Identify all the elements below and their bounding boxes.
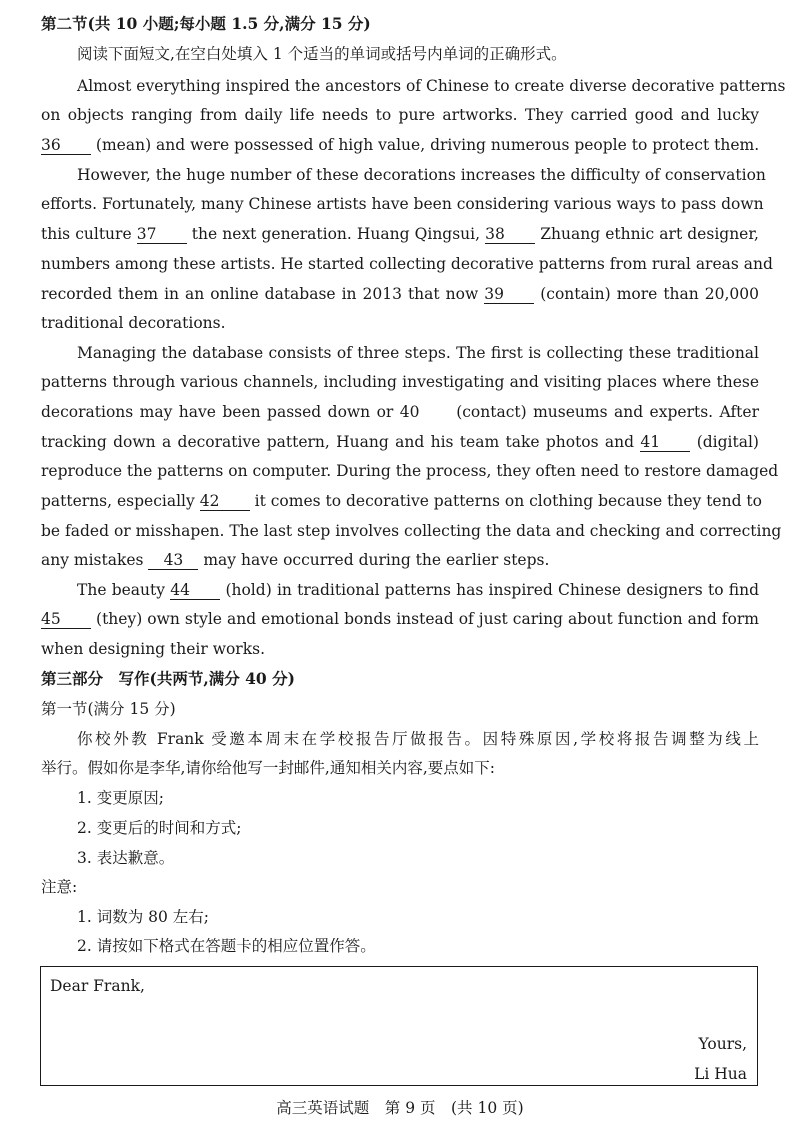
part3-heading: 第三部分 写作(共两节,满分 40 分) (41, 669, 295, 688)
blank-40[interactable]: 40 (399, 403, 420, 421)
page-footer: 高三英语试题 第 9 页 (共 10 页) (276, 1099, 524, 1117)
passage-line: tracking down a decorative pattern, Huang and his team take photos and 41 (digital) (41, 433, 759, 451)
passage-line: The beauty 44 (hold) in traditional patterns has inspired Chinese designers to find (77, 581, 759, 599)
section2-instruction: 阅读下面短文,在空白处填入 1 个适当的单词或括号内单词的正确形式。 (77, 45, 567, 63)
blank-42[interactable]: 42 (200, 492, 250, 511)
passage-line: patterns, especially 42 it comes to decorative patterns on clothing because they tend to (41, 492, 762, 510)
passage-line: Managing the database consists of three steps. The first is collecting these traditional (77, 344, 759, 362)
passage-line: any mistakes 43 may have occurred during the earlier steps. (41, 551, 550, 569)
writing-prompt: 举行。假如你是李华,请你给他写一封邮件,通知相关内容,要点如下: (41, 759, 496, 777)
passage-line: recorded them in an online database in 2013 that now 39 (contain) more than 20,000 (41, 285, 759, 303)
note-item: 2. 请按如下格式在答题卡的相应位置作答。 (77, 937, 376, 955)
passage-line: reproduce the patterns on computer. During the process, they often need to restore damaged (41, 462, 779, 480)
blank-43[interactable]: 43 (148, 551, 198, 570)
blank-38[interactable]: 38 (485, 225, 535, 244)
blank-45[interactable]: 45 (41, 610, 91, 629)
letter-signature: Li Hua (694, 1065, 747, 1083)
letter-greeting: Dear Frank, (50, 977, 145, 995)
passage-line: Almost everything inspired the ancestors of Chinese to create diverse decorative patterns (77, 77, 786, 95)
passage-line: when designing their works. (41, 640, 265, 658)
passage-line: this culture 37 the next generation. Huang Qingsui, 38 Zhuang ethnic art designer, (41, 225, 759, 243)
passage-line: numbers among these artists. He started collecting decorative patterns from rural areas and (41, 255, 773, 273)
passage-line: traditional decorations. (41, 314, 226, 332)
blank-36[interactable]: 36 (41, 136, 91, 155)
passage-line: efforts. Fortunately, many Chinese artists have been considering various ways to pass down (41, 195, 764, 213)
note-item: 1. 词数为 80 左右; (77, 908, 210, 926)
part3-sub-heading: 第一节(满分 15 分) (41, 700, 176, 718)
blank-44[interactable]: 44 (170, 581, 220, 600)
writing-prompt: 你校外教 Frank 受邀本周末在学校报告厅做报告。因特殊原因,学校将报告调整为线上 (77, 730, 759, 748)
letter-closing: Yours, (698, 1035, 747, 1053)
passage-line: be faded or misshapen. The last step involves collecting the data and checking and correcting (41, 522, 782, 540)
section2-heading: 第二节(共 10 小题;每小题 1.5 分,满分 15 分) (41, 14, 371, 33)
blank-41[interactable]: 41 (640, 433, 690, 452)
prompt-point: 3. 表达歉意。 (77, 849, 175, 867)
blank-39[interactable]: 39 (484, 285, 534, 304)
passage-line: on objects ranging from daily life needs to pure artworks. They carried good and lucky (41, 106, 759, 124)
notes-label: 注意: (41, 878, 78, 896)
prompt-point: 1. 变更原因; (77, 789, 164, 807)
passage-line: patterns through various channels, including investigating and visiting places where these (41, 373, 759, 391)
blank-37[interactable]: 37 (137, 225, 187, 244)
answer-box[interactable] (40, 966, 758, 1086)
passage-line: However, the huge number of these decorations increases the difficulty of conservation (77, 166, 766, 184)
passage-line: decorations may have been passed down or 40 (contact) museums and experts. After (41, 403, 759, 421)
prompt-point: 2. 变更后的时间和方式; (77, 819, 242, 837)
passage-line: 36 (mean) and were possessed of high value, driving numerous people to protect them. (41, 136, 760, 154)
passage-line: 45 (they) own style and emotional bonds instead of just caring about function and form (41, 610, 759, 628)
